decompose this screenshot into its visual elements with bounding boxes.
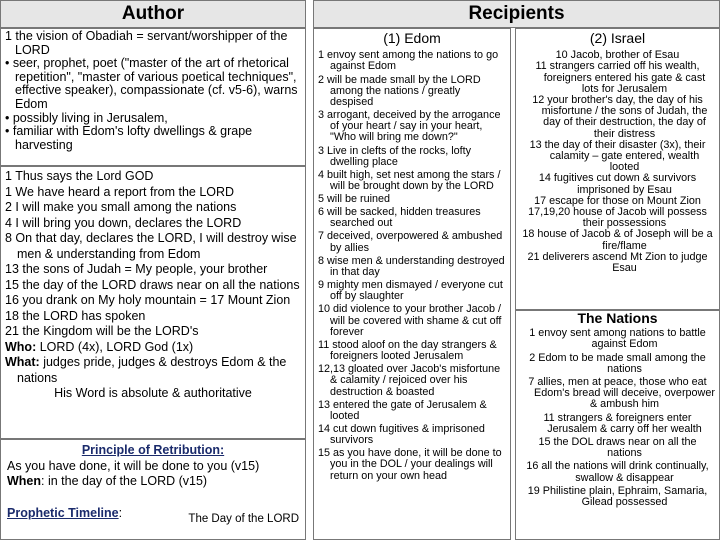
who-label: Who: bbox=[5, 339, 37, 354]
verse-line: 2 I will make you small among the nations bbox=[5, 200, 237, 214]
author-line: • familiar with Edom's lofty dwellings & grape harvesting bbox=[5, 124, 253, 152]
nations-list bbox=[520, 328, 715, 508]
edom-box bbox=[313, 28, 511, 540]
edom-item: 13 entered the gate of Jerusalem & looted bbox=[318, 398, 487, 422]
israel-item: 17 escape for those on Mount Zion bbox=[534, 194, 701, 207]
timeline-colon: : bbox=[118, 505, 123, 520]
edom-item: 5 will be ruined bbox=[318, 193, 391, 206]
edom-title: (1) Edom bbox=[383, 30, 441, 46]
edom-item: 10 did violence to your brother Jacob / will be covered with shame & cut off forever bbox=[318, 303, 502, 338]
israel-item: 17,19,20 house of Jacob will possess their possessions bbox=[528, 206, 707, 230]
edom-item: 4 built high, set nest among the stars / will be brought down by the LORD bbox=[318, 168, 501, 192]
what-label: What: bbox=[5, 355, 40, 369]
edom-item: 15 as you have done, it will be done to you in the DOL / your dealings will return on your own head bbox=[318, 447, 502, 482]
edom-item: 9 mighty men dismayed / everyone cut off by slaughter bbox=[318, 279, 503, 303]
edom-item: 2 will be made small by the LORD among the nations / greatly despised bbox=[318, 73, 481, 108]
author-header: Author bbox=[0, 0, 306, 28]
verse-line: 16 you drank on My holy mountain = 17 Mount Zion bbox=[5, 293, 291, 307]
israel-item: 11 strangers carried off his wealth, foreigners entered his gate & cast lots for Jerusalem bbox=[535, 60, 706, 95]
when-text: : in the day of the LORD (v15) bbox=[41, 474, 208, 488]
nations-item: 7 allies, men at peace, those who eat Edom's bread will deceive, overpower & ambush him bbox=[528, 376, 715, 411]
who-text: LORD (4x), LORD God (1x) bbox=[36, 339, 194, 354]
nations-item: 19 Philistine plain, Ephraim, Samaria, Gilead possessed bbox=[527, 484, 708, 509]
edom-item: 1 envoy sent among the nations to go against Edom bbox=[318, 49, 499, 73]
edom-item: 3 Live in clefts of the rocks, lofty dwelling place bbox=[318, 144, 472, 168]
israel-item: 10 Jacob, brother of Esau bbox=[555, 49, 680, 62]
what-line bbox=[5, 355, 301, 386]
israel-item: 12 your brother's day, the day of his misfortune / the sons of Judah, the day of their destruction, the day of their distress bbox=[532, 94, 708, 140]
israel-box bbox=[515, 28, 720, 310]
principle-box bbox=[0, 439, 306, 540]
nations-box bbox=[515, 310, 720, 540]
author-line: • possibly living in Jerusalem, bbox=[5, 110, 168, 125]
edom-item: 8 wise men & understanding destroyed in that day bbox=[318, 254, 505, 278]
nations-item: 15 the DOL draws near on all the nations bbox=[538, 436, 697, 460]
his-word-line: His Word is absolute & authoritative bbox=[54, 386, 252, 400]
when-line bbox=[7, 474, 299, 490]
israel-item: 18 house of Jacob & of Joseph will be a fire/flame bbox=[522, 228, 713, 252]
recipients-header: Recipients bbox=[313, 0, 720, 28]
who-line bbox=[5, 340, 301, 356]
edom-item: 12,13 gloated over Jacob's misfortune & calamity / rejoiced over his destruction & boasted bbox=[318, 363, 501, 398]
nations-item: 1 envoy sent among nations to battle against Edom bbox=[529, 327, 706, 351]
day-of-lord-label: The Day of the LORD bbox=[188, 512, 299, 525]
israel-title: (2) Israel bbox=[589, 30, 646, 46]
author-box bbox=[0, 28, 306, 166]
edom-list bbox=[318, 50, 506, 482]
israel-item: 14 fugitives cut down & survivors imprisoned by Esau bbox=[538, 172, 697, 196]
author-line: 1 the vision of Obadiah = servant/worshipper of the LORD bbox=[5, 29, 288, 57]
verse-line: 21 the Kingdom will be the LORD's bbox=[5, 324, 199, 338]
israel-item: 13 the day of their disaster (3x), their calamity – gate entered, wealth looted bbox=[529, 138, 706, 174]
what-text: judges pride, judges & destroys Edom & the nations bbox=[17, 355, 287, 385]
verse-line: 18 the LORD has spoken bbox=[5, 308, 146, 323]
edom-item: 3 arrogant, deceived by the arrogance of your heart / say in your heart, "Who will bring me down?" bbox=[318, 109, 501, 144]
verse-line: 15 the day of the LORD draws near on all the nations bbox=[5, 277, 300, 292]
verses-box bbox=[0, 166, 306, 439]
verse-line: 8 On that day, declares the LORD, I will destroy wise men & understanding from Edom bbox=[5, 231, 297, 261]
israel-list bbox=[520, 50, 715, 274]
timeline-label: Prophetic Timeline bbox=[7, 505, 119, 520]
edom-item: 14 cut down fugitives & imprisoned survivors bbox=[318, 422, 485, 447]
verse-line: 13 the sons of Judah = My people, your brother bbox=[5, 262, 268, 276]
nations-item: 16 all the nations will drink continually, swallow & disappear bbox=[526, 460, 709, 484]
israel-item: 21 deliverers ascend Mt Zion to judge Esau bbox=[527, 250, 708, 275]
nations-title: The Nations bbox=[577, 310, 658, 326]
edom-item: 11 stood aloof on the day strangers & foreigners looted Jerusalem bbox=[318, 338, 497, 363]
principle-title: Principle of Retribution: bbox=[81, 443, 225, 457]
principle-line: As you have done, it will be done to you (v15) bbox=[7, 458, 260, 473]
edom-item: 6 will be sacked, hidden treasures searched out bbox=[318, 206, 481, 230]
nations-item: 2 Edom to be made small among the nations bbox=[529, 351, 706, 375]
author-line: • seer, prophet, poet ("master of the art of rhetorical repetition", "master of various poetical techniques", effective speaker), compassionate (cf. v5-6), warns Edom bbox=[5, 56, 298, 111]
timeline-row bbox=[7, 506, 299, 526]
verse-line: 1 We have heard a report from the LORD bbox=[5, 184, 235, 199]
nations-item: 11 strangers & foreigners enter Jerusalem & carry off her wealth bbox=[543, 411, 702, 435]
verse-line: 4 I will bring you down, declares the LORD bbox=[5, 215, 242, 230]
edom-item: 7 deceived, overpowered & ambushed by allies bbox=[318, 230, 503, 254]
verse-line: 1 Thus says the Lord GOD bbox=[5, 169, 154, 183]
when-label: When bbox=[7, 474, 42, 488]
